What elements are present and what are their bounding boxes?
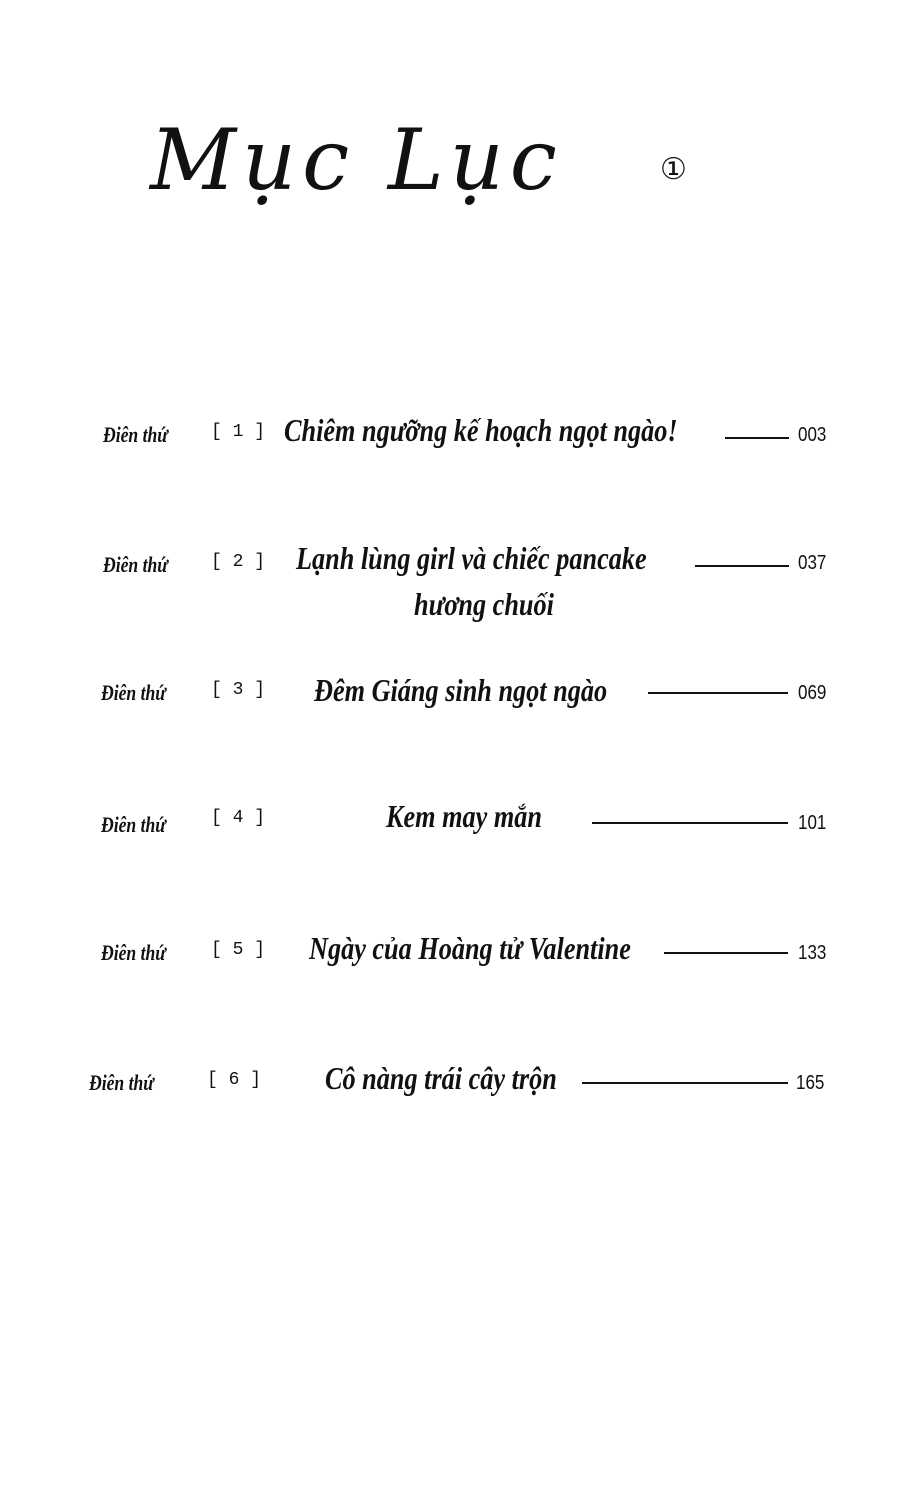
leader-line <box>648 692 788 694</box>
entry-number: [ 2 ] <box>211 552 266 572</box>
entry-label: Điên thứ <box>103 552 168 577</box>
toc-entry[interactable] <box>0 668 918 718</box>
entry-number: [ 6 ] <box>207 1070 262 1090</box>
entry-title-line2[interactable]: hương chuối <box>414 586 554 622</box>
entry-page: 069 <box>798 682 827 704</box>
entry-page: 101 <box>798 812 827 834</box>
entry-title[interactable]: Chiêm ngưỡng kế hoạch ngọt ngào! <box>284 412 678 448</box>
title-text: Mục Lục <box>150 111 563 209</box>
leader-line <box>592 822 788 824</box>
entry-page: 003 <box>798 424 827 446</box>
entry-label: Điên thứ <box>89 1070 154 1095</box>
entry-page: 037 <box>798 552 827 574</box>
leader-line <box>695 565 789 567</box>
entry-number: [ 4 ] <box>211 808 266 828</box>
entry-number: [ 1 ] <box>211 422 266 442</box>
entry-title[interactable]: Ngày của Hoàng tử Valentine <box>309 930 631 966</box>
volume-number: ① <box>660 152 693 187</box>
entry-page: 133 <box>798 942 827 964</box>
page-title <box>150 100 710 220</box>
entry-label: Điên thứ <box>103 422 168 447</box>
entry-label: Điên thứ <box>101 812 166 837</box>
entry-label: Điên thứ <box>101 940 166 965</box>
entry-title[interactable]: Cô nàng trái cây trộn <box>325 1060 557 1096</box>
entry-page: 165 <box>796 1072 825 1094</box>
entry-number: [ 3 ] <box>211 680 266 700</box>
entry-title[interactable]: Kem may mắn <box>386 798 542 834</box>
entry-number: [ 5 ] <box>211 940 266 960</box>
toc-entry[interactable] <box>0 1058 918 1108</box>
entry-title[interactable]: Lạnh lùng girl và chiếc pancake <box>296 540 647 576</box>
toc-entry[interactable] <box>0 928 918 978</box>
leader-line <box>582 1082 788 1084</box>
toc-entry[interactable] <box>0 798 918 848</box>
toc-entry[interactable] <box>0 538 918 628</box>
leader-line <box>664 952 788 954</box>
entry-title[interactable]: Đêm Giáng sinh ngọt ngào <box>314 672 608 708</box>
entry-label: Điên thứ <box>101 680 166 705</box>
leader-line <box>725 437 789 439</box>
toc-entry[interactable] <box>0 410 918 460</box>
